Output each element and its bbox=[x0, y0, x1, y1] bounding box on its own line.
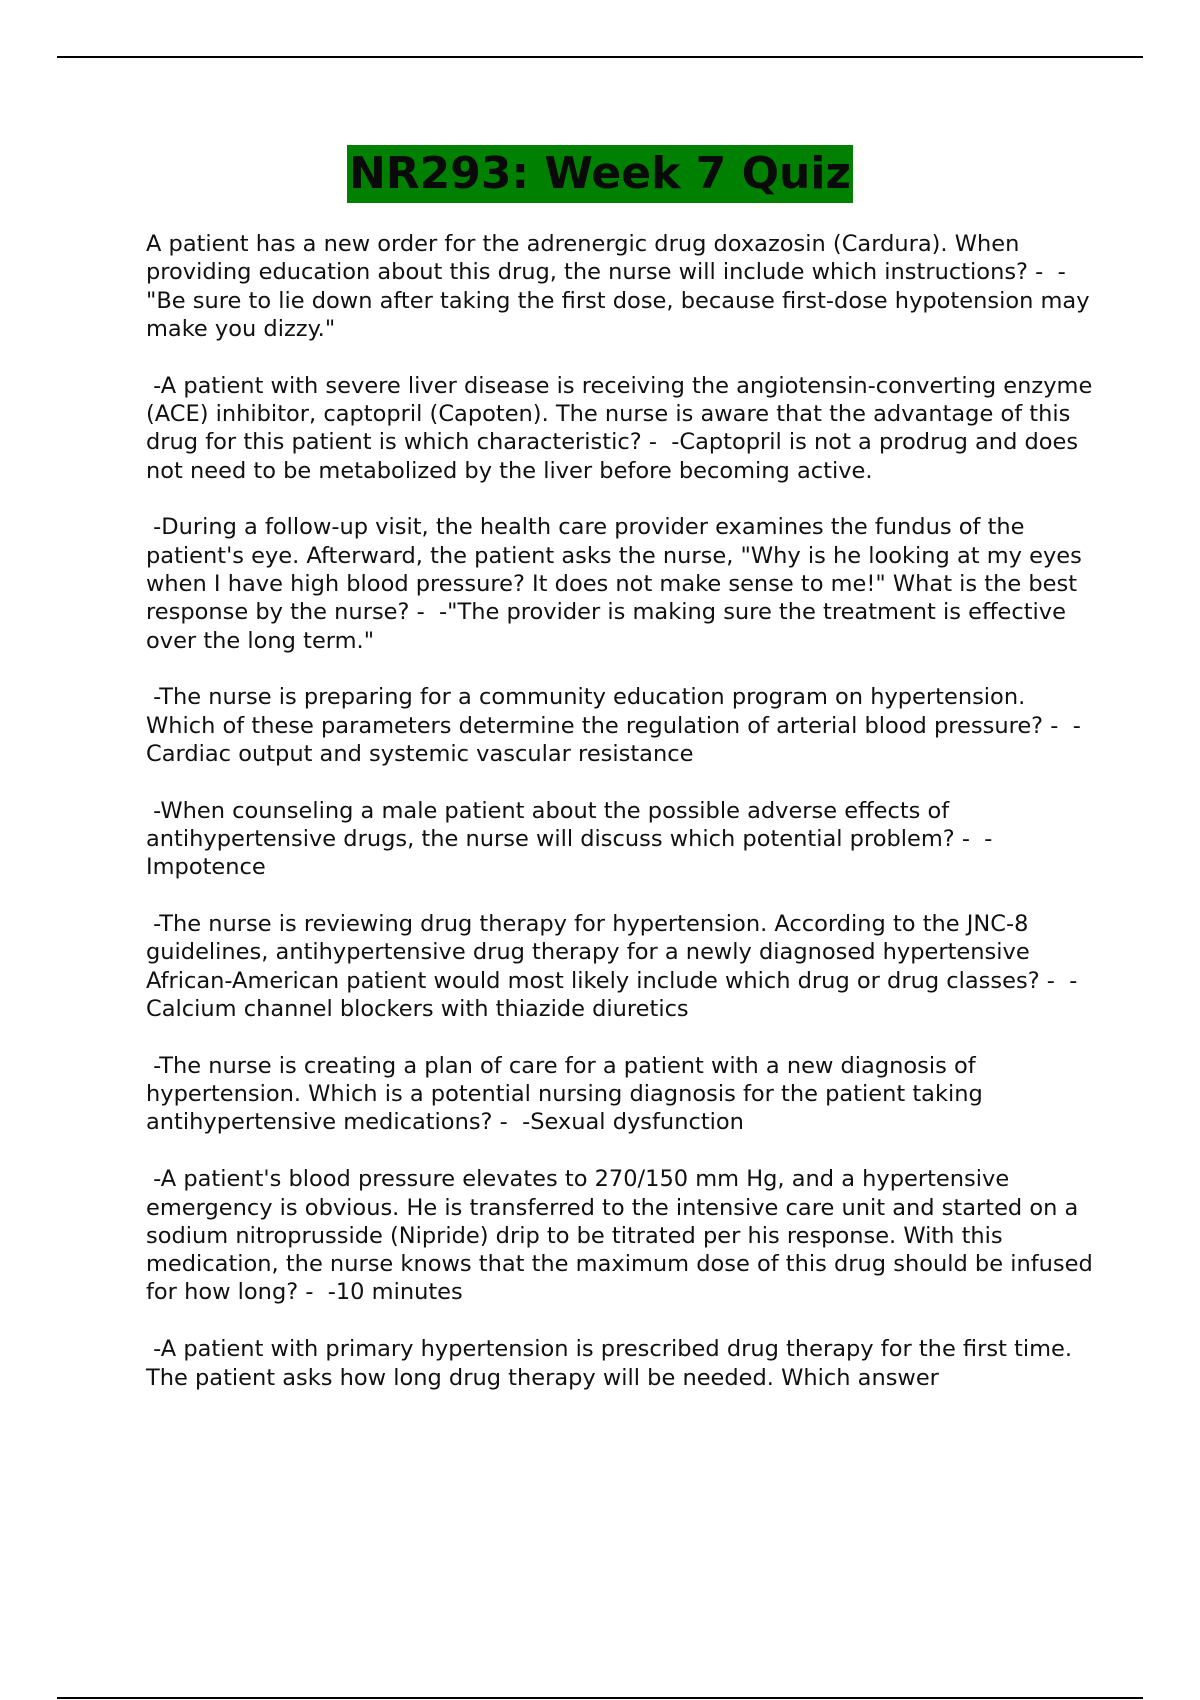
question-answer-7: -The nurse is creating a plan of care for a patient with a new diagnosis of hypertension. Which is a potential nursing diagnosis for the patient taking antihypertensive medications? - -Sexual dysfunction bbox=[146, 1052, 990, 1136]
question-answer-8: -A patient's blood pressure elevates to 270/150 mm Hg, and a hypertensive emergency is obvious. He is transferred to the intensive care unit and started on a sodium nitroprusside (Nipride) drip to be titrated per his response. With this medication, the nurse knows that the maximum dose of this drug should be infused for how long? - -10 minutes bbox=[146, 1166, 1100, 1306]
question-answer-2: -A patient with severe liver disease is receiving the angiotensin-converting enzyme (ACE) inhibitor, captopril (Capoten). The nurse is aware that the advantage of this drug for this patient is which characteristic? - -Captopril is not a prodrug and does not need to be metabolized by the liver before becoming active. bbox=[146, 372, 1100, 484]
question-answer-4: -The nurse is preparing for a community education program on hypertension. Which of these parameters determine the regulation of arterial blood pressure? - -Cardiac output and systemic vascular resistance bbox=[146, 684, 1081, 767]
question-answer-9: -A patient with primary hypertension is prescribed drug therapy for the first time. The patient asks how long drug therapy will be needed. Which answer bbox=[146, 1336, 1080, 1391]
question-answer-3: -During a follow-up visit, the health care provider examines the fundus of the patient's eye. Afterward, the patient asks the nurse, "Why is he looking at my eyes when I have high blood pressure? It does not make sense to me!" What is the best response by the nurse? - -"The provider is making sure the treatment is effective over the long term." bbox=[146, 514, 1090, 654]
question-answer-6: -The nurse is reviewing drug therapy for hypertension. According to the JNC-8 guidelines, antihypertensive drug therapy for a newly diagnosed hypertensive African-American patient would most likely include which drug or drug classes? - -Calcium channel blockers with thiazide diuretics bbox=[146, 911, 1078, 1023]
footer-rule bbox=[57, 1697, 1143, 1699]
title-block bbox=[0, 145, 1200, 203]
document-title: NR293: Week 7 Quiz bbox=[347, 145, 853, 203]
document-body bbox=[146, 230, 1100, 1420]
header-rule bbox=[57, 56, 1143, 58]
question-answer-1: A patient has a new order for the adrenergic drug doxazosin (Cardura). When providing education about this drug, the nurse will include which instructions? - -"Be sure to lie down after taking the first dose, because first-dose hypotension may make you dizzy." bbox=[146, 231, 1097, 342]
question-answer-5: -When counseling a male patient about the possible adverse effects of antihypertensive drugs, the nurse will discuss which potential problem? - -Impotence bbox=[146, 797, 993, 881]
